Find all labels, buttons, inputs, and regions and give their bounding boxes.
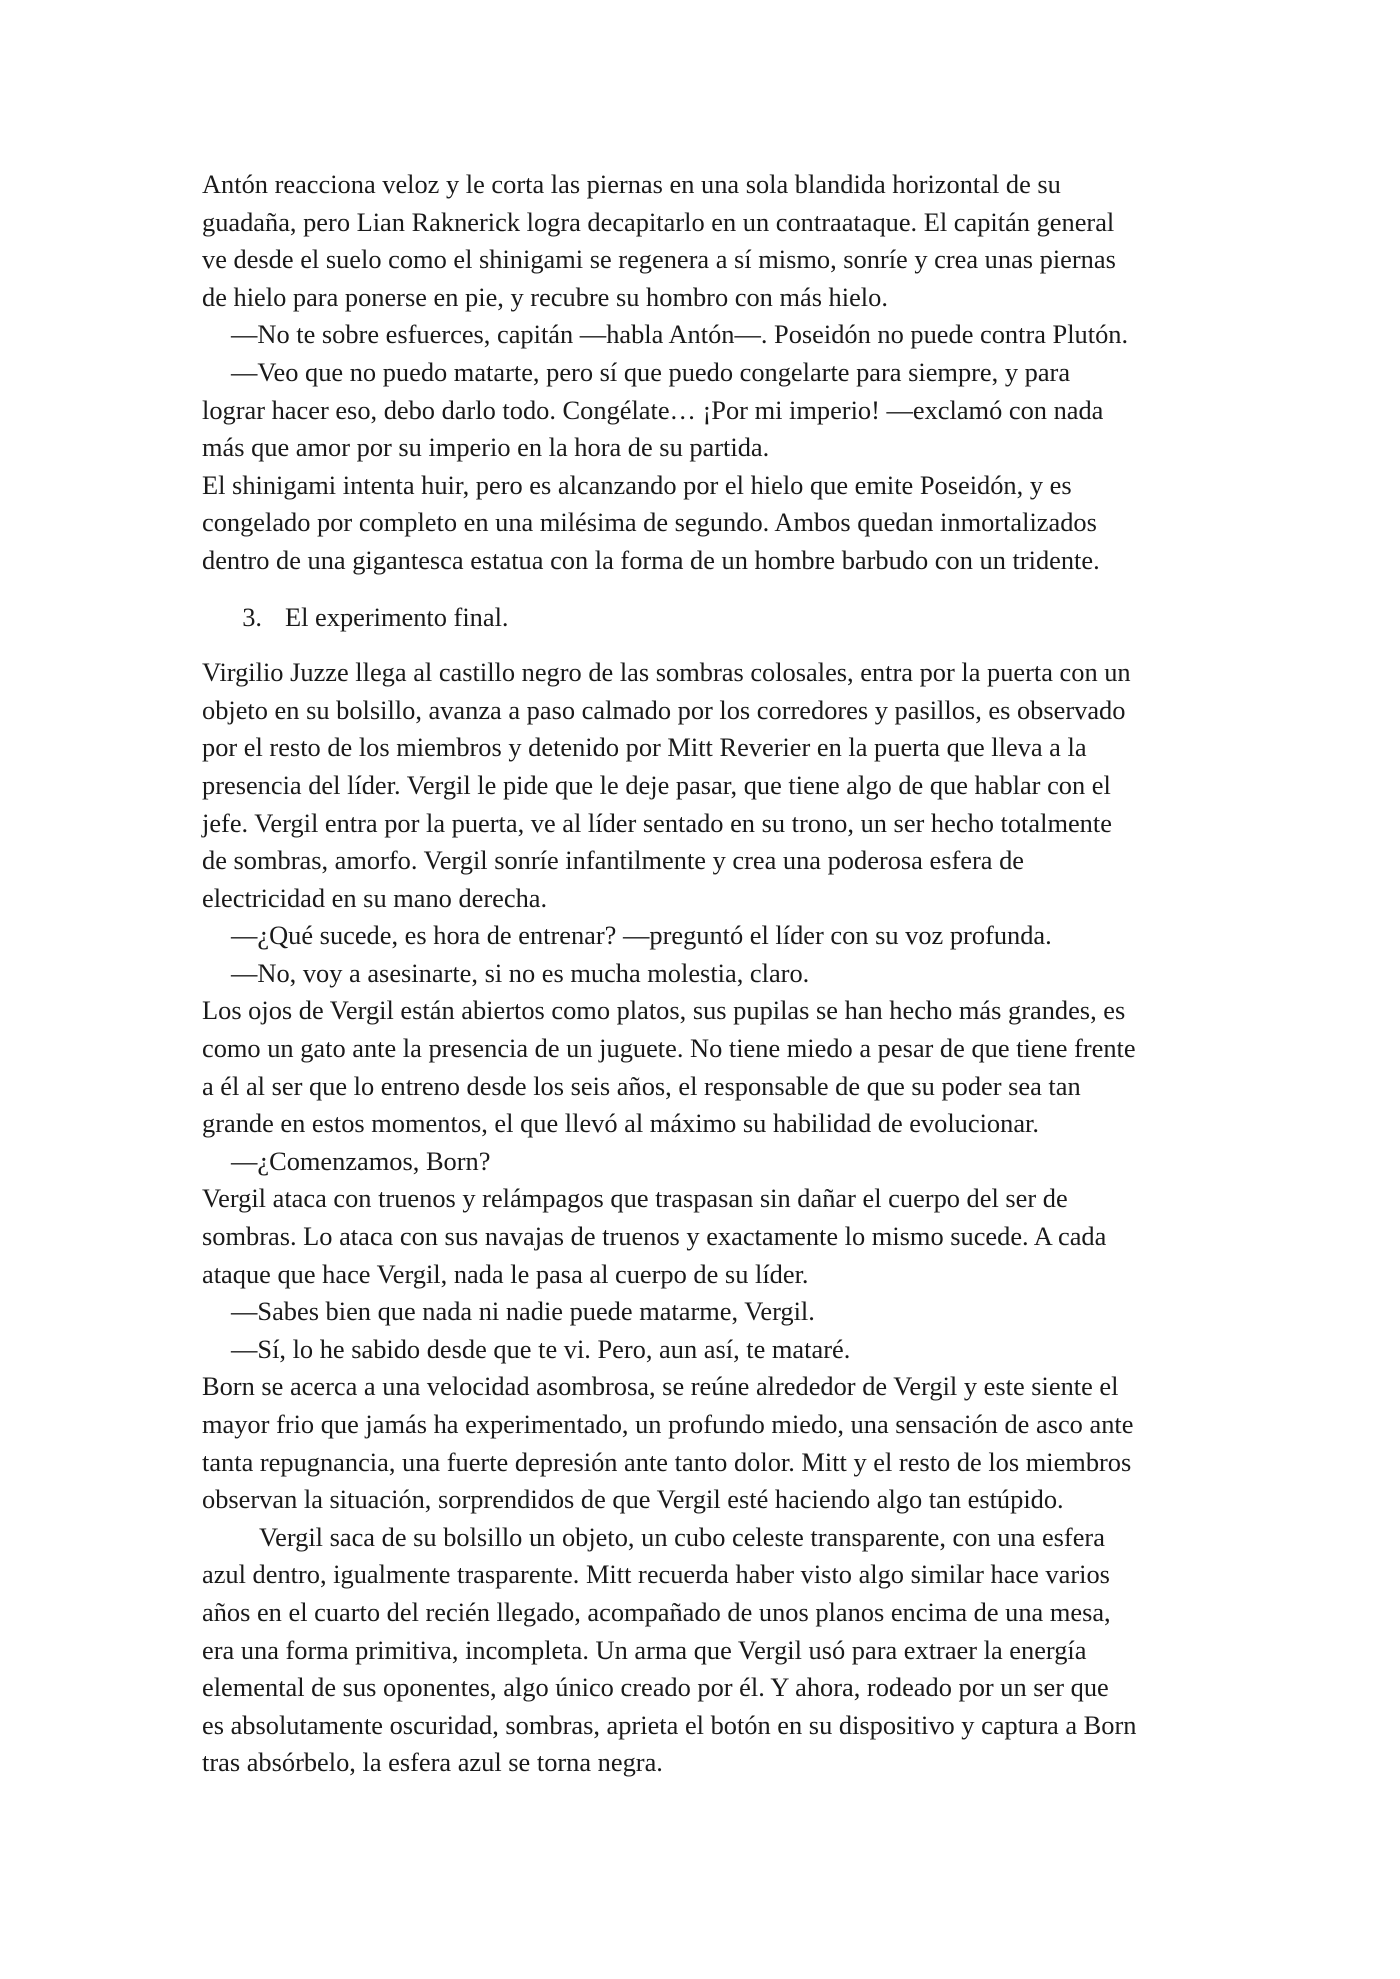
section-title: El experimento final. bbox=[285, 601, 509, 632]
dialogue-vergil-3 bbox=[202, 1331, 1222, 1369]
text-line: —¿Qué sucede, es hora de entrenar? —preguntó el líder con su voz profunda. bbox=[231, 920, 1052, 951]
text-line: elemental de sus oponentes, algo único creado por él. Y ahora, rodeado por un ser que bbox=[202, 1672, 1109, 1703]
text-line: congelado por completo en una milésima de segundo. Ambos quedan inmortalizados bbox=[202, 507, 1097, 538]
text-line: azul dentro, igualmente trasparente. Mitt recuerda haber visto algo similar hace varios bbox=[202, 1559, 1110, 1590]
text-line: —Sí, lo he sabido desde que te vi. Pero, aun así, te mataré. bbox=[231, 1333, 851, 1364]
paragraph-vergil-attacks bbox=[202, 1180, 1222, 1293]
text-line: ve desde el suelo como el shinigami se regenera a sí mismo, sonríe y crea unas piernas bbox=[202, 244, 1116, 275]
text-line: objeto en su bolsillo, avanza a paso calmado por los corredores y pasillos, es observado bbox=[202, 694, 1126, 725]
text-line: —Veo que no puedo matarte, pero sí que puedo congelarte para siempre, y para bbox=[231, 356, 1071, 387]
dialogue-leader bbox=[202, 917, 1222, 955]
document-page bbox=[202, 166, 1222, 1782]
section-heading bbox=[202, 599, 1222, 637]
text-line: era una forma primitiva, incompleta. Un arma que Vergil usó para extraer la energía bbox=[202, 1634, 1087, 1665]
text-line: Vergil ataca con truenos y relámpagos que traspasan sin dañar el cuerpo del ser de bbox=[202, 1183, 1068, 1214]
text-line: electricidad en su mano derecha. bbox=[202, 882, 548, 913]
text-line: de hielo para ponerse en pie, y recubre su hombro con más hielo. bbox=[202, 281, 888, 312]
text-line: ataque que hace Vergil, nada le pasa al cuerpo de su líder. bbox=[202, 1258, 809, 1289]
text-line: presencia del líder. Vergil le pide que le deje pasar, que tiene algo de que hablar con el bbox=[202, 769, 1111, 800]
text-line: Antón reacciona veloz y le corta las piernas en una sola blandida horizontal de su bbox=[202, 169, 1061, 199]
text-line: Vergil saca de su bolsillo un objeto, un cubo celeste transparente, con una esfera bbox=[259, 1521, 1105, 1552]
text-line: sombras. Lo ataca con sus navajas de truenos y exactamente lo mismo sucede. A cada bbox=[202, 1221, 1107, 1252]
text-line: —No te sobre esfuerces, capitán —habla Antón—. Poseidón no puede contra Plutón. bbox=[231, 319, 1129, 350]
text-line: tras absórbelo, la esfera azul se torna negra. bbox=[202, 1747, 663, 1778]
text-line: —No, voy a asesinarte, si no es mucha molestia, claro. bbox=[231, 957, 810, 988]
text-line: —Sabes bien que nada ni nadie puede matarme, Vergil. bbox=[231, 1296, 815, 1327]
paragraph-cube-device bbox=[202, 1519, 1222, 1782]
paragraph-virgilio-arrives bbox=[202, 654, 1222, 917]
section-number: 3. bbox=[242, 601, 262, 632]
text-line: años en el cuarto del recién llegado, acompañado de unos planos encima de una mesa, bbox=[202, 1596, 1111, 1627]
text-line: tanta repugnancia, una fuerte depresión ante tanto dolor. Mitt y el resto de los miembros bbox=[202, 1446, 1132, 1477]
dialogue-captain bbox=[202, 354, 1222, 467]
text-line: de sombras, amorfo. Vergil sonríe infantilmente y crea una poderosa esfera de bbox=[202, 845, 1024, 876]
text-line: El shinigami intenta huir, pero es alcanzando por el hielo que emite Poseidón, y es bbox=[202, 469, 1072, 500]
text-line: lograr hacer eso, debo darlo todo. Congélate… ¡Por mi imperio! —exclamó con nada bbox=[202, 394, 1104, 425]
text-line: jefe. Vergil entra por la puerta, ve al líder sentado en su trono, un ser hecho totalmente bbox=[202, 807, 1112, 838]
text-line: como un gato ante la presencia de un juguete. No tiene miedo a pesar de que tiene frente bbox=[202, 1033, 1136, 1064]
text-line: Los ojos de Vergil están abiertos como platos, sus pupilas se han hecho más grandes, es bbox=[202, 995, 1126, 1026]
dialogue-born bbox=[202, 1293, 1222, 1331]
text-line: a él al ser que lo entreno desde los seis años, el responsable de que su poder sea tan bbox=[202, 1070, 1081, 1101]
text-line: Born se acerca a una velocidad asombrosa, se reúne alrededor de Vergil y este siente el bbox=[202, 1371, 1119, 1402]
dialogue-anton bbox=[202, 316, 1222, 354]
dialogue-vergil-1 bbox=[202, 955, 1222, 993]
paragraph-born-approaches bbox=[202, 1368, 1222, 1518]
text-line: guadaña, pero Lian Raknerick logra decapitarlo en un contraataque. El capitán general bbox=[202, 206, 1115, 237]
text-line: por el resto de los miembros y detenido por Mitt Reverier en la puerta que lleva a la bbox=[202, 732, 1087, 763]
text-line: dentro de una gigantesca estatua con la forma de un hombre barbudo con un tridente. bbox=[202, 544, 1100, 575]
text-line: más que amor por su imperio en la hora de su partida. bbox=[202, 432, 770, 463]
text-line: —¿Comenzamos, Born? bbox=[231, 1145, 491, 1176]
paragraph-anton-attack bbox=[202, 166, 1222, 316]
text-line: grande en estos momentos, el que llevó al máximo su habilidad de evolucionar. bbox=[202, 1108, 1039, 1139]
text-line: es absolutamente oscuridad, sombras, aprieta el botón en su dispositivo y captura a Born bbox=[202, 1709, 1137, 1740]
text-line: Virgilio Juzze llega al castillo negro de las sombras colosales, entra por la puerta con un bbox=[202, 657, 1131, 688]
dialogue-vergil-2 bbox=[202, 1143, 1222, 1181]
paragraph-vergil-eyes bbox=[202, 992, 1222, 1142]
text-line: mayor frio que jamás ha experimentado, un profundo miedo, una sensación de asco ante bbox=[202, 1409, 1134, 1439]
paragraph-shinigami-frozen bbox=[202, 467, 1222, 580]
text-line: observan la situación, sorprendidos de que Vergil esté haciendo algo tan estúpido. bbox=[202, 1484, 1064, 1515]
